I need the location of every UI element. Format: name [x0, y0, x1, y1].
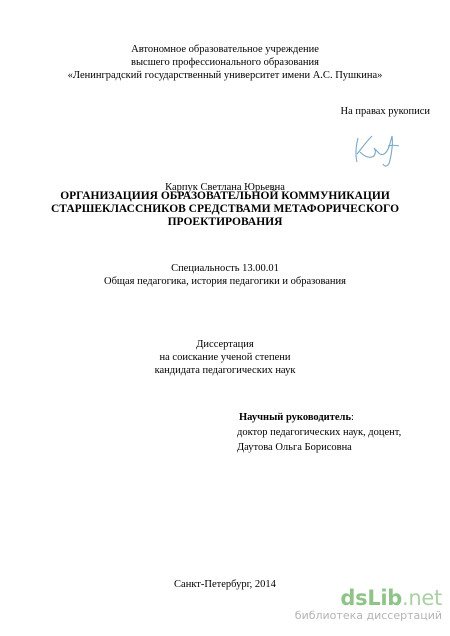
institution-line-3: «Ленинградский государственный университет имени А.С. Пушкина» [67, 70, 383, 81]
specialty-block [0, 262, 450, 288]
specialty-code: Специальность 13.00.01 [171, 263, 279, 274]
author-signature [352, 124, 402, 170]
title-line-3: ПРОЕКТИРОВАНИЯ [167, 216, 283, 228]
supervisor-heading: Научный руководитель [239, 412, 351, 423]
watermark-logo [295, 586, 442, 610]
title-line-2: СТАРШЕКЛАССНИКОВ СРЕДСТВАМИ МЕТАФОРИЧЕСКОГО [50, 203, 400, 215]
title-line-1: ОРГАНИЗАЦИИЯ ОБРАЗОВАТЕЛЬНОЙ КОММУНИКАЦИИ [60, 190, 390, 202]
dissertation-title [0, 190, 450, 229]
supervisor-colon: : [351, 412, 354, 423]
rights-note: На правах рукописи [340, 106, 430, 117]
watermark-logo-main: dsLib [340, 586, 403, 610]
author-name: Карпук Светлана Юрьевна [165, 182, 285, 193]
supervisor-block [237, 410, 401, 455]
city-year: Санкт-Петербург, 2014 [174, 579, 276, 590]
institution-block [0, 43, 450, 82]
specialty-name: Общая педагогика, история педагогики и образования [104, 276, 346, 287]
degree-line-3: кандидата педагогических наук [154, 365, 296, 376]
degree-block [0, 338, 450, 377]
watermark-subtitle: библиотека диссертаций [294, 609, 442, 622]
degree-line-2: на соискание ученой степени [159, 352, 291, 363]
institution-line-2: высшего профессионального образования [131, 57, 319, 68]
watermark [295, 586, 442, 622]
supervisor-name: Даутова Ольга Борисовна [237, 442, 352, 453]
degree-line-1: Диссертация [196, 339, 254, 350]
institution-line-1: Автономное образовательное учреждение [131, 44, 319, 55]
supervisor-degree: доктор педагогических наук, доцент, [237, 427, 402, 438]
watermark-logo-tld: .net [402, 586, 442, 610]
